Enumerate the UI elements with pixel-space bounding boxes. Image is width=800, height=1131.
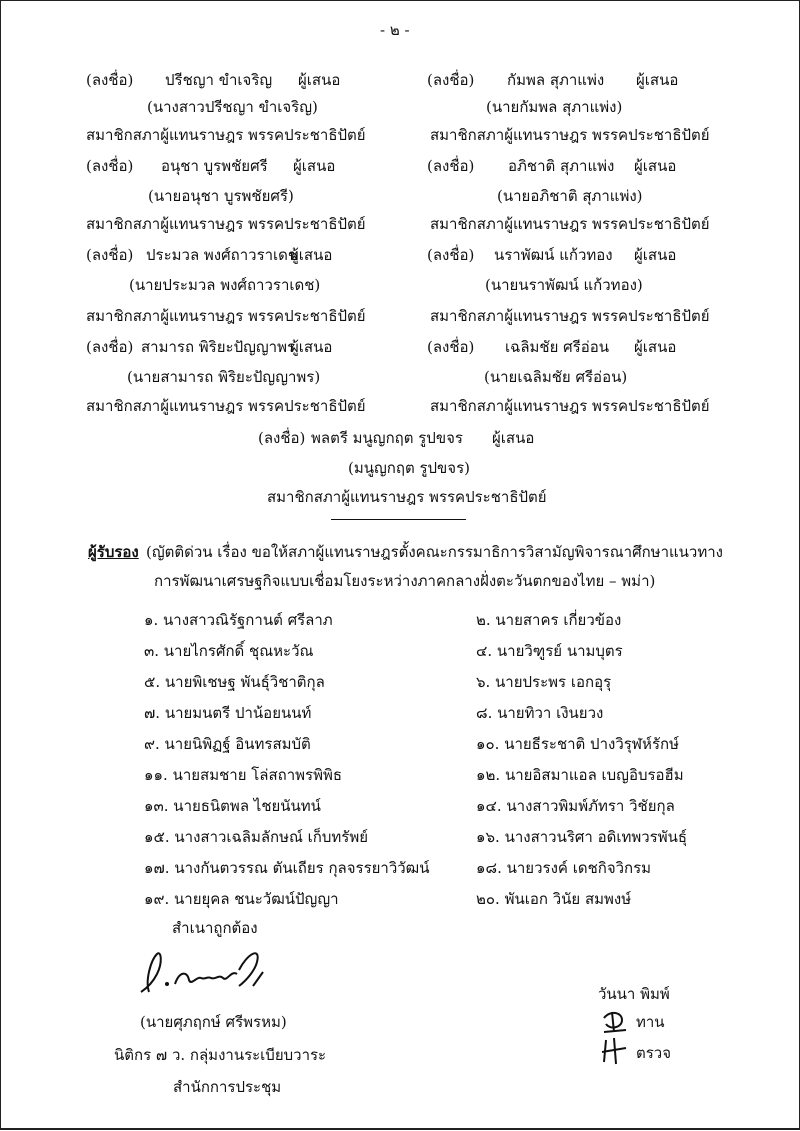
page-number: - ๒ -	[380, 21, 410, 39]
sign-prefix: (ลงชื่อ)	[427, 338, 475, 356]
signer-role: ผู้เสนอ	[298, 71, 341, 89]
seconder-item: ๔. นายวิฑูรย์ นามบุตร	[476, 642, 623, 660]
seconder-item: ๑๑. นายสมชาย โล่สถาพรพิพิธ	[144, 766, 343, 784]
seconder-item: ๑๕. นางสาวเฉลิมลักษณ์ เก็บทรัพย์	[144, 828, 369, 846]
section-divider	[331, 519, 466, 520]
signer-name: สามารถ พิริยะปัญญาพร	[141, 338, 296, 356]
signer-title: สมาชิกสภาผู้แทนราษฎร พรรคประชาธิปัตย์	[86, 126, 366, 144]
sign-prefix: (ลงชื่อ)	[427, 157, 475, 175]
seconder-item: ๑๖. นางสาวนริศา อดิเทพวรพันธุ์	[476, 828, 688, 846]
signer-role: ผู้เสนอ	[290, 246, 333, 264]
office-name: สำนักการประชุม	[173, 1078, 282, 1096]
signer-title: สมาชิกสภาผู้แทนราษฎร พรรคประชาธิปัตย์	[86, 215, 366, 233]
seconder-item: ๑๗. นางกันตวรรณ ตันเถียร กุลจรรยาวิวัฒน์	[144, 859, 430, 877]
seconder-item: ๕. นายพิเชษฐ พันธุ์วิชาติกุล	[144, 673, 325, 691]
signer-role: ผู้เสนอ	[634, 157, 677, 175]
signer-role: ผู้เสนอ	[634, 246, 677, 264]
signer-name: ปรีชญา ขำเจริญ	[165, 71, 273, 89]
certifier-name: (นายศุภฤกษ์ ศรีพรหม)	[140, 1013, 287, 1031]
initials-mark	[600, 1036, 630, 1066]
signer-name: อนุชา บูรพชัยศรี	[161, 157, 268, 175]
signer-title: สมาชิกสภาผู้แทนราษฎร พรรคประชาธิปัตย์	[430, 397, 710, 415]
signer-role: ผู้เสนอ	[290, 338, 333, 356]
sign-prefix: (ลงชื่อ)	[86, 246, 134, 264]
seconder-item: ๙. นายนิพิฏฐ์ อินทรสมบัติ	[144, 735, 311, 753]
signer-title: สมาชิกสภาผู้แทนราษฎร พรรคประชาธิปัตย์	[86, 307, 366, 325]
signer-role: ผู้เสนอ	[492, 429, 535, 447]
signer-full-name: (นายสามารถ พิริยะปัญญาพร)	[127, 368, 321, 386]
seconders-heading: ผู้รับรอง	[88, 543, 139, 561]
signer-title: สมาชิกสภาผู้แทนราษฎร พรรคประชาธิปัตย์	[430, 307, 710, 325]
seconder-item: ๑. นางสาวณิรัฐกานต์ ศรีลาภ	[144, 611, 333, 629]
signer-full-name: (มนูญกฤต รูปขจร)	[348, 459, 470, 477]
signer-name: ประมวล พงศ์ถาวราเดช	[146, 246, 299, 264]
initials-mark	[600, 1008, 630, 1036]
signer-full-name: (นายประมวล พงศ์ถาวราเดช)	[129, 276, 321, 294]
seconder-item: ๓. นายไกรศักดิ์ ชุณหะวัณ	[144, 642, 314, 660]
typist-label: วันนา พิมพ์	[598, 985, 670, 1003]
motion-title-line1: (ญัตติด่วน เรื่อง ขอให้สภาผู้แทนราษฎรตั้งคณะกรรมาธิการวิสามัญพิจารณาศึกษาแนวทาง	[146, 543, 723, 561]
seconder-item: ๑๔. นางสาวพิมพ์ภัทรา วิชัยกุล	[476, 797, 675, 815]
signer-full-name: (นายอภิชาติ สุภาแพ่ง)	[497, 187, 643, 205]
check-label: ตรวจ	[636, 1044, 672, 1062]
seconder-item: ๘. นายทิวา เงินยวง	[476, 704, 604, 722]
signer-name: นราพัฒน์ แก้วทอง	[494, 246, 613, 264]
signer-name: เฉลิมชัย ศรีอ่อน	[505, 338, 610, 356]
certified-copy-label: สำเนาถูกต้อง	[172, 919, 258, 937]
signer-name: กัมพล สุภาแพ่ง	[507, 71, 605, 89]
seconder-item: ๒. นายสาคร เกี่ยวข้อง	[476, 611, 622, 629]
seconder-item: ๒๐. พันเอก วินัย สมพงษ์	[476, 890, 632, 908]
sign-prefix: (ลงชื่อ)	[258, 429, 306, 447]
signer-title: สมาชิกสภาผู้แทนราษฎร พรรคประชาธิปัตย์	[430, 215, 710, 233]
sign-prefix: (ลงชื่อ)	[86, 157, 134, 175]
certifier-position: นิติกร ๗ ว. กลุ่มงานระเบียบวาระ	[114, 1046, 327, 1064]
seconder-item: ๖. นายประพร เอกอุรุ	[476, 673, 612, 691]
signer-full-name: (นายเฉลิมชัย ศรีอ่อน)	[484, 368, 628, 386]
sign-prefix: (ลงชื่อ)	[86, 71, 134, 89]
signer-name: พลตรี มนูญกฤต รูปขจร	[311, 429, 463, 447]
seconder-item: ๑๙. นายยุคล ชนะวัฒน์ปัญญา	[144, 890, 339, 908]
signer-role: ผู้เสนอ	[634, 338, 677, 356]
seconder-item: ๑๘. นายวรงค์ เดชกิจวิกรม	[476, 859, 652, 877]
seconder-item: ๑๓. นายธนิตพล ไชยนันทน์	[144, 797, 321, 815]
signer-name: อภิชาติ สุภาแพ่ง	[508, 157, 615, 175]
sign-prefix: (ลงชื่อ)	[427, 71, 475, 89]
signer-role: ผู้เสนอ	[293, 157, 336, 175]
seconder-item: ๗. นายมนตรี ปาน้อยนนท์	[144, 704, 312, 722]
signer-full-name: (นางสาวปรีชญา ขำเจริญ)	[147, 98, 318, 116]
handwritten-signature	[135, 940, 275, 1000]
signer-title: สมาชิกสภาผู้แทนราษฎร พรรคประชาธิปัตย์	[86, 397, 366, 415]
seconder-item: ๑๐. นายธีระชาติ ปางวิรุฬห์รักษ์	[476, 735, 679, 753]
signer-title: สมาชิกสภาผู้แทนราษฎร พรรคประชาธิปัตย์	[430, 126, 710, 144]
motion-title-line2: การพัฒนาเศรษฐกิจแบบเชื่อมโยงระหว่างภาคกลางฝั่งตะวันตกของไทย – พม่า)	[154, 572, 656, 590]
seconder-item: ๑๒. นายอิสมาแอล เบญอิบรอฮีม	[476, 766, 684, 784]
signer-full-name: (นายนราพัฒน์ แก้วทอง)	[485, 276, 643, 294]
signer-title: สมาชิกสภาผู้แทนราษฎร พรรคประชาธิปัตย์	[267, 488, 547, 506]
signer-role: ผู้เสนอ	[636, 71, 679, 89]
signer-full-name: (นายอนุชา บูรพชัยศรี)	[148, 187, 294, 205]
sign-prefix: (ลงชื่อ)	[86, 338, 134, 356]
sign-prefix: (ลงชื่อ)	[427, 246, 475, 264]
review-label: ทาน	[636, 1013, 665, 1031]
signer-full-name: (นายกัมพล สุภาแพ่ง)	[486, 98, 623, 116]
